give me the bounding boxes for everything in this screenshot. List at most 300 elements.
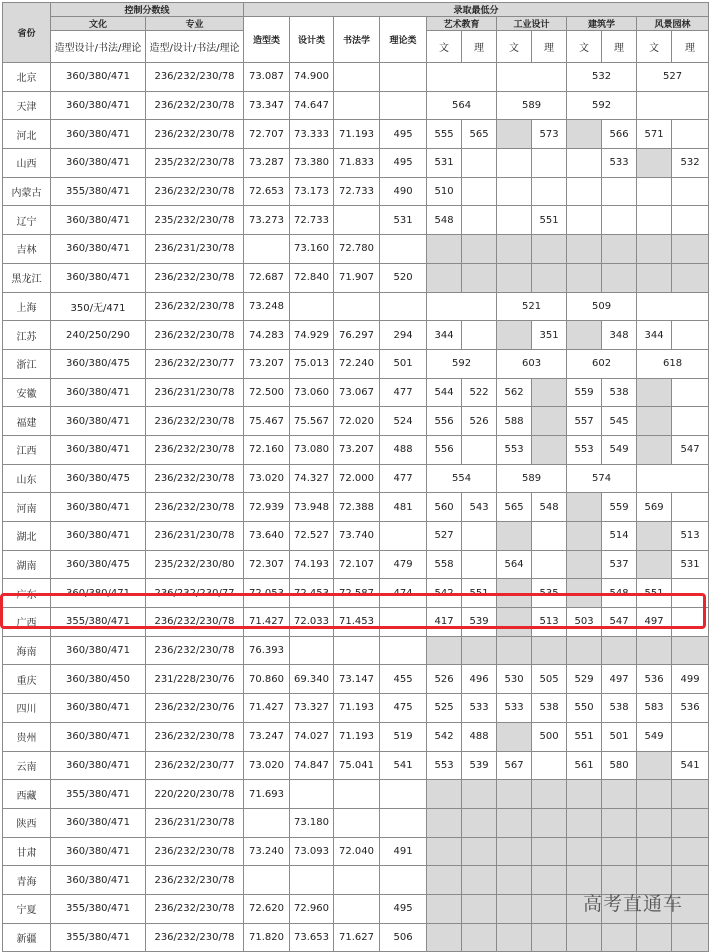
admission-li-cell: 499 <box>672 665 709 694</box>
calligraphy-score-cell <box>334 206 380 235</box>
admission-li-cell <box>532 636 567 665</box>
admission-wen-cell: 557 <box>567 407 602 436</box>
culture-line-cell: 360/380/471 <box>51 407 146 436</box>
admission-empty-cell <box>427 292 497 321</box>
table-row <box>3 837 709 866</box>
theory-score-cell: 474 <box>380 579 427 608</box>
major-line-cell: 235/232/230/78 <box>146 149 244 178</box>
admission-li-cell <box>672 235 709 264</box>
culture-line-cell: 360/380/471 <box>51 378 146 407</box>
admission-li-cell: 497 <box>602 665 637 694</box>
table-row <box>3 378 709 407</box>
calligraphy-score-cell: 71.907 <box>334 263 380 292</box>
admission-wen-cell: 527 <box>427 522 462 551</box>
calligraphy-score-cell: 72.107 <box>334 550 380 579</box>
table-row <box>3 808 709 837</box>
admission-li-cell: 548 <box>532 493 567 522</box>
table-header <box>3 3 709 63</box>
calligraphy-score-cell: 72.587 <box>334 579 380 608</box>
admission-wen-cell <box>637 780 672 809</box>
culture-line-cell: 360/380/471 <box>51 522 146 551</box>
theory-score-cell: 477 <box>380 378 427 407</box>
table-row <box>3 493 709 522</box>
design-score-cell: 72.733 <box>290 206 334 235</box>
admission-li-cell <box>462 149 497 178</box>
modeling-score-cell: 72.053 <box>244 579 290 608</box>
major-line-cell: 236/232/230/77 <box>146 579 244 608</box>
table-row <box>3 923 709 952</box>
major-line-cell: 236/232/230/78 <box>146 636 244 665</box>
major-line-cell: 236/232/230/78 <box>146 63 244 92</box>
admission-li-cell <box>532 378 567 407</box>
admission-wen-cell: 559 <box>567 378 602 407</box>
design-score-cell: 73.948 <box>290 493 334 522</box>
admission-li-cell <box>462 177 497 206</box>
theory-score-cell <box>380 235 427 264</box>
admission-li-cell <box>462 894 497 923</box>
admission-li-cell: 505 <box>532 665 567 694</box>
modeling-header: 造型类 <box>244 17 290 63</box>
admission-li-cell: 541 <box>672 751 709 780</box>
admission-li-cell: 547 <box>602 608 637 637</box>
admission-wen-cell <box>497 263 532 292</box>
modeling-score-cell: 72.160 <box>244 435 290 464</box>
admission-li-cell <box>532 407 567 436</box>
admission-wen-cell: 565 <box>497 493 532 522</box>
calligraphy-score-cell <box>334 866 380 895</box>
modeling-score-cell: 75.467 <box>244 407 290 436</box>
culture-line-cell: 360/380/471 <box>51 91 146 120</box>
admission-wen-cell <box>497 235 532 264</box>
admission-li-cell <box>532 808 567 837</box>
design-score-cell: 72.527 <box>290 522 334 551</box>
major-line-cell: 236/231/230/78 <box>146 235 244 264</box>
admission-wen-cell <box>637 522 672 551</box>
major-line-cell: 236/232/230/78 <box>146 91 244 120</box>
admission-wen-cell: 560 <box>427 493 462 522</box>
table-row <box>3 263 709 292</box>
admission-wen-cell: 497 <box>637 608 672 637</box>
major-line-cell: 236/232/230/78 <box>146 894 244 923</box>
admission-li-cell: 348 <box>602 321 637 350</box>
theory-score-cell: 479 <box>380 550 427 579</box>
admission-empty-cell <box>637 464 709 493</box>
design-score-cell: 74.193 <box>290 550 334 579</box>
design-score-cell: 69.340 <box>290 665 334 694</box>
province-cell: 天津 <box>3 91 51 120</box>
design-score-cell: 72.033 <box>290 608 334 637</box>
admission-wen-cell: 529 <box>567 665 602 694</box>
admission-li-cell: 573 <box>532 120 567 149</box>
admission-wen-cell <box>497 579 532 608</box>
province-cell: 河北 <box>3 120 51 149</box>
admission-wen-cell <box>427 636 462 665</box>
modeling-score-cell <box>244 866 290 895</box>
table-row <box>3 63 709 92</box>
major-line-cell: 236/232/230/78 <box>146 120 244 149</box>
major-line-cell: 220/220/230/78 <box>146 780 244 809</box>
admission-merged-cell: 589 <box>497 91 567 120</box>
admission-li-cell: 543 <box>462 493 497 522</box>
calligraphy-score-cell: 72.000 <box>334 464 380 493</box>
province-cell: 贵州 <box>3 722 51 751</box>
admission-li-cell <box>532 263 567 292</box>
province-cell: 重庆 <box>3 665 51 694</box>
modeling-score-cell: 72.707 <box>244 120 290 149</box>
admission-li-cell <box>602 177 637 206</box>
admission-li-cell <box>462 866 497 895</box>
modeling-score-cell: 73.640 <box>244 522 290 551</box>
theory-score-cell: 491 <box>380 837 427 866</box>
design-score-cell: 73.160 <box>290 235 334 264</box>
design-score-cell: 73.093 <box>290 837 334 866</box>
admission-wen-cell: 542 <box>427 722 462 751</box>
modeling-score-cell: 70.860 <box>244 665 290 694</box>
admission-wen-cell <box>497 608 532 637</box>
calligraphy-score-cell: 72.240 <box>334 349 380 378</box>
design-score-cell: 74.027 <box>290 722 334 751</box>
admission-li-cell <box>602 923 637 952</box>
design-header: 设计类 <box>290 17 334 63</box>
theory-score-cell: 475 <box>380 694 427 723</box>
major-sub-header: 造型/设计/书法/理论 <box>146 31 244 63</box>
major-header: 专业 <box>146 17 244 31</box>
admission-merged-cell: 618 <box>637 349 709 378</box>
admission-wen-cell <box>567 235 602 264</box>
admission-li-cell <box>462 636 497 665</box>
major-line-cell: 236/232/230/77 <box>146 751 244 780</box>
admission-wen-cell: 536 <box>637 665 672 694</box>
table-row <box>3 235 709 264</box>
design-score-cell: 75.013 <box>290 349 334 378</box>
admission-wen-cell <box>567 780 602 809</box>
major-header-landscape: 风景园林 <box>637 17 709 31</box>
admission-wen-cell <box>567 923 602 952</box>
admission-wen-cell: 503 <box>567 608 602 637</box>
admission-wen-cell: 571 <box>637 120 672 149</box>
admission-wen-cell: 549 <box>637 722 672 751</box>
major-line-cell: 236/232/230/78 <box>146 263 244 292</box>
admission-wen-cell <box>567 550 602 579</box>
calligraphy-score-cell: 73.147 <box>334 665 380 694</box>
admission-wen-cell: 530 <box>497 665 532 694</box>
admission-wen-cell: 533 <box>497 694 532 723</box>
calligraphy-score-cell: 71.193 <box>334 120 380 149</box>
admission-li-cell <box>602 808 637 837</box>
admission-li-cell <box>462 522 497 551</box>
major-line-cell: 236/232/230/78 <box>146 866 244 895</box>
culture-line-cell: 360/380/471 <box>51 493 146 522</box>
province-cell: 湖北 <box>3 522 51 551</box>
admission-merged-cell: 564 <box>427 91 497 120</box>
design-score-cell: 73.380 <box>290 149 334 178</box>
table-row <box>3 177 709 206</box>
province-cell: 辽宁 <box>3 206 51 235</box>
admission-wen-cell: 562 <box>497 378 532 407</box>
admission-li-cell <box>602 636 637 665</box>
admission-wen-cell <box>567 206 602 235</box>
calligraphy-score-cell: 71.627 <box>334 923 380 952</box>
province-cell: 黑龙江 <box>3 263 51 292</box>
calligraphy-score-cell: 71.453 <box>334 608 380 637</box>
admission-wen-cell <box>497 808 532 837</box>
admission-wen-cell <box>427 837 462 866</box>
admission-li-cell: 535 <box>532 579 567 608</box>
admission-li-cell: 496 <box>462 665 497 694</box>
major-line-cell: 236/232/230/78 <box>146 608 244 637</box>
major-line-cell: 236/231/230/78 <box>146 808 244 837</box>
major-line-cell: 236/232/230/78 <box>146 493 244 522</box>
modeling-score-cell: 72.653 <box>244 177 290 206</box>
admission-li-cell <box>602 263 637 292</box>
province-cell: 江苏 <box>3 321 51 350</box>
admission-li-cell: 548 <box>602 579 637 608</box>
theory-score-cell: 294 <box>380 321 427 350</box>
admission-li-cell <box>672 177 709 206</box>
admission-li-cell <box>532 149 567 178</box>
admission-empty-cell <box>637 91 709 120</box>
modeling-score-cell: 71.427 <box>244 608 290 637</box>
modeling-score-cell: 73.247 <box>244 722 290 751</box>
theory-score-cell: 501 <box>380 349 427 378</box>
theory-score-cell: 495 <box>380 894 427 923</box>
admission-wen-cell <box>637 636 672 665</box>
table-row <box>3 722 709 751</box>
theory-score-cell: 520 <box>380 263 427 292</box>
modeling-score-cell: 72.687 <box>244 263 290 292</box>
header-row-2 <box>3 17 709 31</box>
admission-li-cell: 539 <box>462 608 497 637</box>
admission-wen-cell <box>567 493 602 522</box>
design-score-cell: 75.567 <box>290 407 334 436</box>
table-row <box>3 91 709 120</box>
table-row <box>3 665 709 694</box>
calligraphy-score-cell <box>334 63 380 92</box>
admission-wen-cell <box>497 177 532 206</box>
admission-wen-cell <box>567 149 602 178</box>
modeling-score-cell: 72.620 <box>244 894 290 923</box>
province-cell: 湖南 <box>3 550 51 579</box>
admission-li-cell: 538 <box>532 694 567 723</box>
design-score-cell: 74.900 <box>290 63 334 92</box>
admission-score-table <box>2 2 709 952</box>
design-score-cell: 73.080 <box>290 435 334 464</box>
province-cell: 安徽 <box>3 378 51 407</box>
culture-line-cell: 360/380/471 <box>51 722 146 751</box>
admission-li-cell <box>532 550 567 579</box>
admission-li-cell <box>462 550 497 579</box>
design-score-cell: 73.173 <box>290 177 334 206</box>
admission-li-cell: 549 <box>602 435 637 464</box>
major-line-cell: 236/232/230/78 <box>146 177 244 206</box>
admission-wen-cell: 588 <box>497 407 532 436</box>
admission-wen-cell <box>427 780 462 809</box>
theory-score-cell: 488 <box>380 435 427 464</box>
table-row <box>3 550 709 579</box>
admission-li-cell <box>532 177 567 206</box>
admission-li-cell <box>532 923 567 952</box>
theory-score-cell: 477 <box>380 464 427 493</box>
major-line-cell: 235/232/230/78 <box>146 206 244 235</box>
major-line-cell: 236/232/230/76 <box>146 694 244 723</box>
admission-li-cell <box>462 206 497 235</box>
theory-score-cell: 541 <box>380 751 427 780</box>
admission-wen-cell <box>497 149 532 178</box>
admission-wen-cell <box>497 923 532 952</box>
watermark: 高考直通车 <box>582 893 683 915</box>
design-score-cell: 74.647 <box>290 91 334 120</box>
admission-wen-cell <box>497 120 532 149</box>
wen-header: 文 <box>427 31 462 63</box>
calligraphy-score-cell: 71.193 <box>334 722 380 751</box>
major-line-cell: 236/232/230/78 <box>146 435 244 464</box>
calligraphy-header: 书法学 <box>334 17 380 63</box>
admission-li-cell: 488 <box>462 722 497 751</box>
admission-wen-cell <box>427 866 462 895</box>
admission-li-cell <box>532 866 567 895</box>
calligraphy-score-cell <box>334 780 380 809</box>
design-score-cell: 73.060 <box>290 378 334 407</box>
table-row <box>3 407 709 436</box>
admission-li-cell <box>672 206 709 235</box>
li-header: 理 <box>672 31 709 63</box>
admission-merged-cell: 527 <box>637 63 709 92</box>
admission-li-cell <box>462 321 497 350</box>
calligraphy-score-cell: 73.207 <box>334 435 380 464</box>
admission-li-cell: 551 <box>462 579 497 608</box>
admission-li-cell <box>672 120 709 149</box>
admission-wen-cell: 551 <box>567 722 602 751</box>
culture-line-cell: 360/380/471 <box>51 263 146 292</box>
admission-wen-cell: 556 <box>427 435 462 464</box>
admission-li-cell <box>532 780 567 809</box>
theory-score-cell <box>380 636 427 665</box>
province-header: 省份 <box>3 3 51 63</box>
culture-line-cell: 350/无/471 <box>51 292 146 321</box>
admission-wen-cell <box>497 866 532 895</box>
admission-wen-cell: 525 <box>427 694 462 723</box>
culture-line-cell: 360/380/471 <box>51 149 146 178</box>
admission-wen-cell <box>497 206 532 235</box>
admission-li-cell <box>672 493 709 522</box>
admission-li-cell <box>532 837 567 866</box>
calligraphy-score-cell: 71.193 <box>334 694 380 723</box>
admission-merged-cell: 554 <box>427 464 497 493</box>
culture-sub-header: 造型设计/书法/理论 <box>51 31 146 63</box>
design-score-cell <box>290 780 334 809</box>
table-row <box>3 206 709 235</box>
province-cell: 甘肃 <box>3 837 51 866</box>
design-score-cell: 73.333 <box>290 120 334 149</box>
major-line-cell: 231/228/230/76 <box>146 665 244 694</box>
admission-wen-cell: 526 <box>427 665 462 694</box>
calligraphy-score-cell: 72.040 <box>334 837 380 866</box>
admission-merged-cell: 509 <box>567 292 637 321</box>
admission-li-cell: 532 <box>672 149 709 178</box>
design-score-cell: 74.929 <box>290 321 334 350</box>
culture-line-cell: 360/380/471 <box>51 120 146 149</box>
admission-li-cell <box>532 522 567 551</box>
admission-li-cell: 551 <box>532 206 567 235</box>
culture-line-cell: 360/380/471 <box>51 206 146 235</box>
design-score-cell <box>290 866 334 895</box>
modeling-score-cell: 72.500 <box>244 378 290 407</box>
admission-wen-cell <box>427 263 462 292</box>
admission-li-cell: 513 <box>532 608 567 637</box>
admission-li-cell <box>672 263 709 292</box>
admission-li-cell <box>672 321 709 350</box>
province-cell: 广西 <box>3 608 51 637</box>
theory-score-cell <box>380 292 427 321</box>
modeling-score-cell: 72.939 <box>244 493 290 522</box>
theory-score-cell: 506 <box>380 923 427 952</box>
culture-line-cell: 360/380/475 <box>51 464 146 493</box>
major-line-cell: 236/232/230/78 <box>146 464 244 493</box>
admission-li-cell: 559 <box>602 493 637 522</box>
culture-header: 文化 <box>51 17 146 31</box>
admission-li-cell: 538 <box>602 694 637 723</box>
admission-empty-cell <box>497 63 567 92</box>
design-score-cell <box>290 636 334 665</box>
province-cell: 福建 <box>3 407 51 436</box>
table-row <box>3 321 709 350</box>
admission-wen-cell: 531 <box>427 149 462 178</box>
admission-li-cell: 501 <box>602 722 637 751</box>
admission-li-cell: 513 <box>672 522 709 551</box>
admission-merged-cell: 532 <box>567 63 637 92</box>
calligraphy-score-cell: 73.067 <box>334 378 380 407</box>
admission-li-cell <box>462 923 497 952</box>
theory-score-cell <box>380 866 427 895</box>
admission-li-cell: 514 <box>602 522 637 551</box>
table-row <box>3 608 709 637</box>
admission-li-cell <box>672 808 709 837</box>
province-cell: 江西 <box>3 435 51 464</box>
admission-wen-cell: 553 <box>567 435 602 464</box>
admission-li-cell <box>672 837 709 866</box>
admission-li-cell: 531 <box>672 550 709 579</box>
major-line-cell: 236/232/230/78 <box>146 722 244 751</box>
admission-merged-cell: 521 <box>497 292 567 321</box>
table-row <box>3 464 709 493</box>
li-header: 理 <box>462 31 497 63</box>
admission-li-cell: 522 <box>462 378 497 407</box>
theory-score-cell <box>380 63 427 92</box>
design-score-cell: 72.453 <box>290 579 334 608</box>
theory-score-cell: 531 <box>380 206 427 235</box>
calligraphy-score-cell: 72.020 <box>334 407 380 436</box>
admission-wen-cell <box>637 435 672 464</box>
admission-li-cell <box>672 636 709 665</box>
admission-li-cell: 545 <box>602 407 637 436</box>
culture-line-cell: 360/380/475 <box>51 349 146 378</box>
table-row <box>3 349 709 378</box>
admission-wen-cell <box>497 522 532 551</box>
admission-wen-cell <box>567 321 602 350</box>
admission-wen-cell: 510 <box>427 177 462 206</box>
modeling-score-cell: 73.287 <box>244 149 290 178</box>
modeling-score-cell: 71.693 <box>244 780 290 809</box>
province-cell: 吉林 <box>3 235 51 264</box>
province-cell: 西藏 <box>3 780 51 809</box>
culture-line-cell: 360/380/471 <box>51 837 146 866</box>
admission-li-cell <box>462 780 497 809</box>
design-score-cell: 74.327 <box>290 464 334 493</box>
admission-wen-cell <box>567 808 602 837</box>
modeling-score-cell: 74.283 <box>244 321 290 350</box>
calligraphy-score-cell: 73.740 <box>334 522 380 551</box>
design-score-cell: 74.847 <box>290 751 334 780</box>
